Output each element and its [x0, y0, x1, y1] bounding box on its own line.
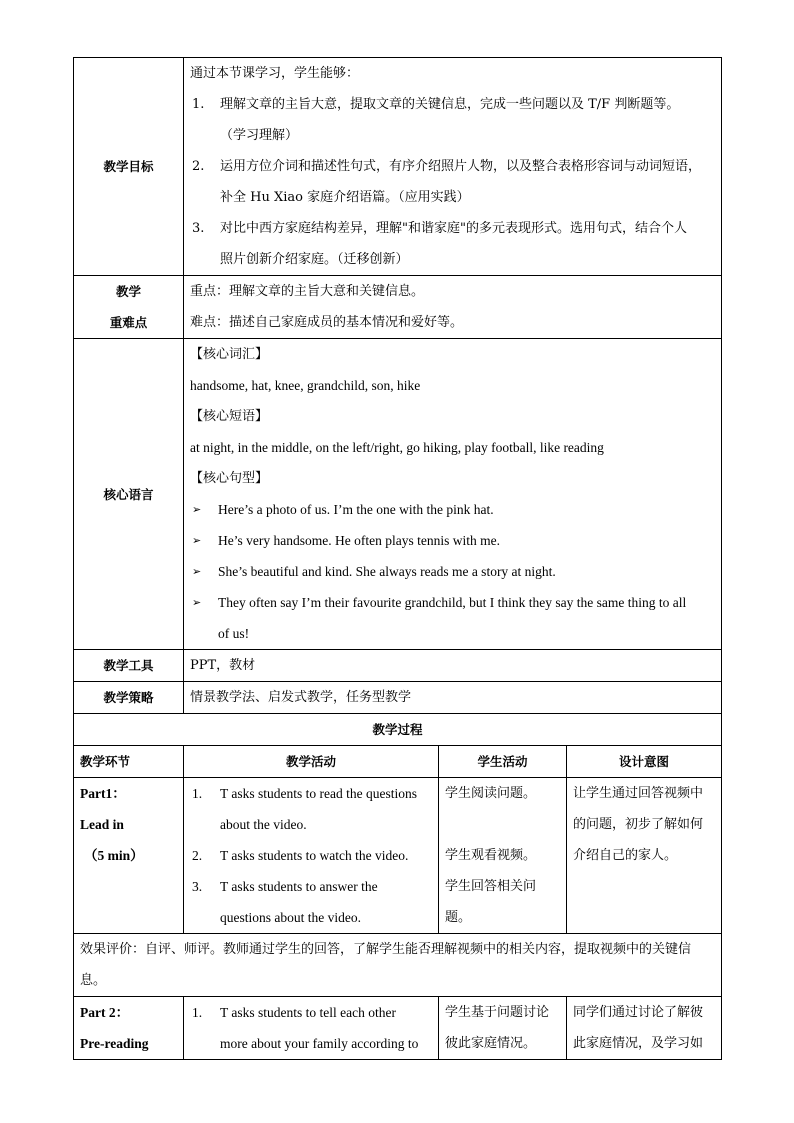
sentence-item: ➢ She’s beautiful and kind. She always reads me a story at night.	[190, 556, 715, 587]
key-points-row	[74, 276, 722, 339]
sentence-item: ➢ Here’s a photo of us. I’m the one with the pink hat.	[190, 494, 715, 525]
evaluation-row	[74, 934, 722, 997]
student-activity: 学生回答相关问题。	[445, 879, 537, 925]
phrases-heading: 【核心短语】	[190, 409, 269, 424]
tools-value: PPT，教材	[184, 650, 722, 682]
lesson-plan-table	[73, 57, 722, 1060]
vocab-list: handsome, hat, knee, grandchild, son, hike	[190, 378, 421, 393]
part2-design-intent: 同学们通过讨论了解彼此家庭情况，及学习如	[567, 997, 722, 1060]
part1-stage-cell	[74, 778, 184, 934]
part1-student-activities	[439, 778, 567, 934]
objectives-content: 通过本节课学习，学生能够： 1. 理解文章的主旨大意，提取文章的关键信息，完成一些问题以及 T/F 判断题等。 （学习理解） 2. 运用方位介词和描述性句式，有序介绍照片人物，以及整合表格形容词与动词短语， 补全 Hu Xiao 家庭介绍语篇。（应用实践） 3. 对比中西方家庭结构差异，理解"和谐家庭"的多元表现形式。选用句式，结合个人 照片创新介绍家庭。（迁移创新）	[184, 58, 722, 276]
column-header-stage: 教学环节	[74, 746, 184, 778]
part1-row	[74, 778, 722, 934]
arrow-bullet-icon: ➢	[192, 534, 202, 547]
tools-label: 教学工具	[74, 650, 184, 682]
objectives-label: 教学目标	[74, 58, 184, 276]
part2-row	[74, 997, 722, 1060]
part2-stage: Pre-reading	[80, 1036, 149, 1051]
arrow-bullet-icon: ➢	[192, 596, 202, 609]
strategy-label: 教学策略	[74, 682, 184, 714]
part1-design-intent: 让学生通过回答视频中的问题，初步了解如何介绍自己的家人。	[567, 778, 722, 934]
activity-item: 1. T asks students to read the questions	[192, 786, 417, 801]
part1-stage: Lead in	[80, 817, 124, 832]
column-header-design-intent: 设计意图	[567, 746, 722, 778]
activity-item: 1. T asks students to tell each other	[192, 1005, 396, 1020]
key-points-label: 教学 重难点	[74, 276, 184, 339]
arrow-bullet-icon: ➢	[192, 503, 202, 516]
part2-stage-cell	[74, 997, 184, 1060]
process-title: 教学过程	[74, 714, 722, 746]
vocab-heading: 【核心词汇】	[190, 347, 269, 362]
activity-item: 3. T asks students to answer the	[192, 879, 378, 894]
core-language-row	[74, 339, 722, 650]
objectives-row	[74, 58, 722, 276]
student-activity: 学生阅读问题。	[445, 786, 537, 801]
core-language-content: 【核心词汇】 handsome, hat, knee, grandchild, son, hike 【核心短语】 at night, in the middle, on the left/right, go hiking, play football, like reading 【核心句型】 ➢ Here’s a photo of us. I’m the one with the pink hat. ➢ He’s very handsome. He often plays tennis with me. ➢ She’s beautiful and kind. She always reads me a story at night. ➢ They often say I’m their favourite grandchild, but I think they say the same thing to all of us!	[184, 339, 722, 650]
core-language-label: 核心语言	[74, 339, 184, 650]
evaluation-text: 效果评价：自评、师评。教师通过学生的回答，了解学生能否理解视频中的相关内容，提取视频中的关键信息。	[74, 934, 722, 997]
part2-student-activities: 学生基于问题讨论彼此家庭情况。	[439, 997, 567, 1060]
strategy-row	[74, 682, 722, 714]
part2-teacher-activities: 1. T asks students to tell each other more about your family according to	[184, 997, 439, 1060]
column-header-teacher-activity: 教学活动	[184, 746, 439, 778]
activity-item: 2. T asks students to watch the video.	[192, 848, 409, 863]
column-header-student-activity: 学生活动	[439, 746, 567, 778]
focus-text: 重点：理解文章的主旨大意和关键信息。	[190, 284, 425, 299]
strategy-value: 情景教学法、启发式教学，任务型教学	[184, 682, 722, 714]
objective-item: 2. 运用方位介词和描述性句式，有序介绍照片人物，以及整合表格形容词与动词短语，	[192, 159, 702, 174]
arrow-bullet-icon: ➢	[192, 565, 202, 578]
process-header-row	[74, 746, 722, 778]
part1-name: Part1：	[80, 786, 126, 801]
objectives-intro: 通过本节课学习，学生能够：	[190, 66, 360, 81]
student-activity: 学生观看视频。	[445, 848, 537, 863]
sentence-item: ➢ He’s very handsome. He often plays tennis with me.	[190, 525, 715, 556]
difficulty-text: 难点：描述自己家庭成员的基本情况和爱好等。	[190, 315, 464, 330]
objective-item: 3. 对比中西方家庭结构差异，理解"和谐家庭"的多元表现形式。选用句式，结合个人	[192, 221, 687, 236]
part2-name: Part 2：	[80, 1005, 130, 1020]
sentence-item: ➢ They often say I’m their favourite grandchild, but I think they say the same thing to all	[190, 587, 715, 618]
process-title-row	[74, 714, 722, 746]
phrases-list: at night, in the middle, on the left/right, go hiking, play football, like reading	[190, 440, 604, 455]
objective-item: 1. 理解文章的主旨大意，提取文章的关键信息，完成一些问题以及 T/F 判断题等。	[192, 97, 680, 112]
sentences-heading: 【核心句型】	[190, 471, 269, 486]
tools-row	[74, 650, 722, 682]
key-points-content	[184, 276, 722, 339]
part1-teacher-activities: 1. T asks students to read the questions about the video. 2. T asks students to watch the video. 3. T asks students to answer the questions about the video.	[184, 778, 439, 934]
part1-time: （5 min）	[84, 848, 144, 863]
